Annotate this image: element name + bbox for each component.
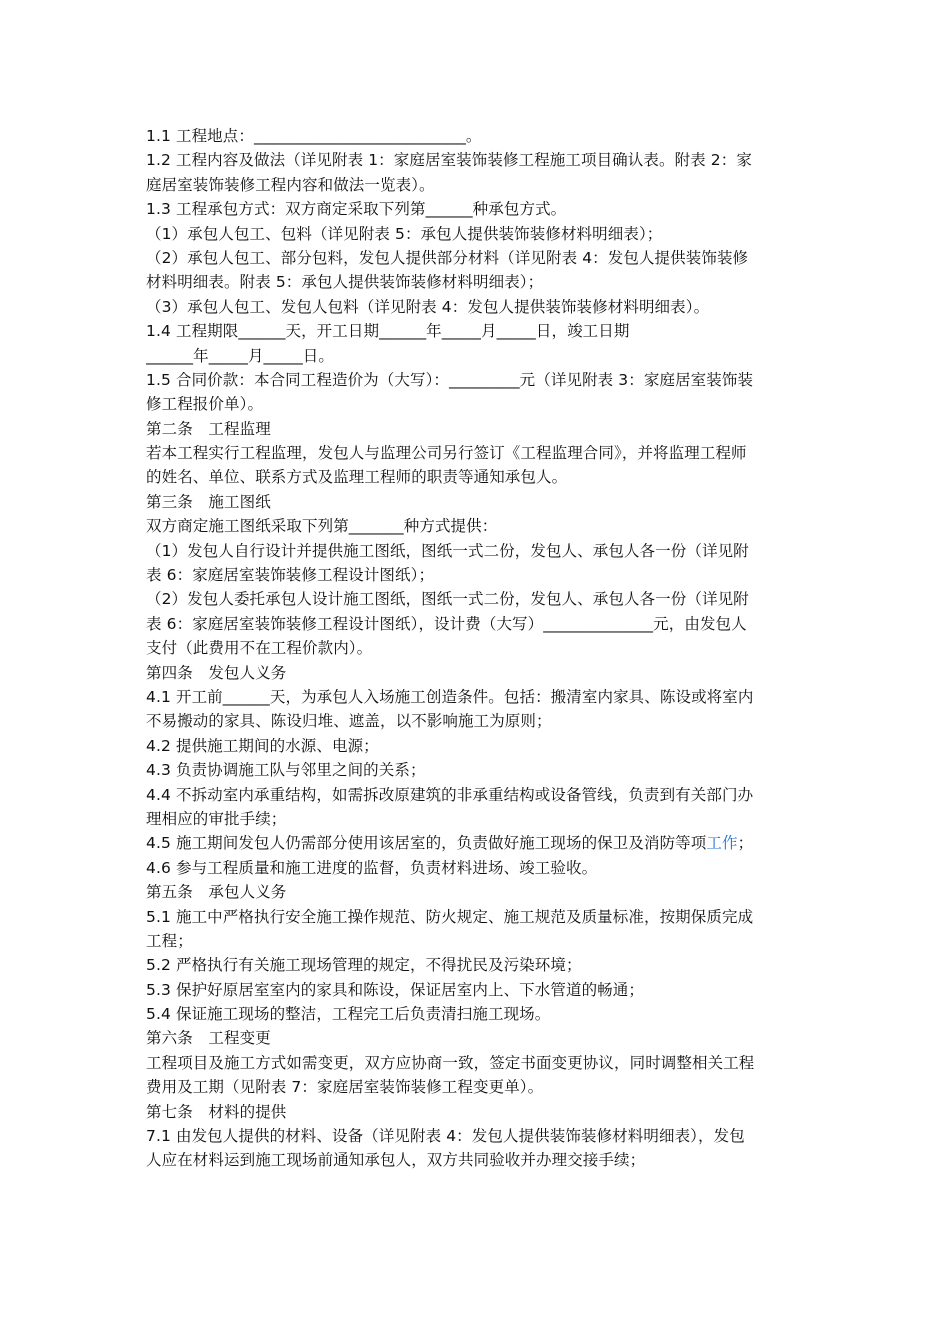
line-text: （1）承包人包工、包料（详见附表 5：承包人提供装饰装修材料明细表）； xyxy=(146,224,663,243)
text-line xyxy=(146,807,806,831)
text-line xyxy=(146,1002,806,1026)
text-line xyxy=(146,1026,806,1050)
line-text: 工程项目及施工方式如需变更，双方应协商一致，签定书面变更协议，同时调整相关工程 xyxy=(146,1053,755,1072)
text-line xyxy=(146,441,806,465)
text-line xyxy=(146,197,806,221)
text-line xyxy=(146,222,806,246)
line-text: （2）承包人包工、部分包料，发包人提供部分材料（详见附表 4：发包人提供装饰装修 xyxy=(146,248,749,267)
text-line xyxy=(146,880,806,904)
line-text: 支付（此费用不在工程价款内）。 xyxy=(146,639,373,658)
text-line xyxy=(146,295,806,319)
line-text: ______年_____月_____日。 xyxy=(146,346,335,365)
line-text: 费用及工期（见附表 7：家庭居室装饰装修工程变更单）。 xyxy=(146,1078,544,1097)
line-text: 不易搬动的家具、陈设归堆、遮盖，以不影响施工为原则； xyxy=(146,712,552,731)
text-line xyxy=(146,709,806,733)
line-text: 4.3 负责协调施工队与邻里之间的关系； xyxy=(146,761,426,780)
text-line xyxy=(146,319,806,343)
text-line xyxy=(146,344,806,368)
line-text: 工程； xyxy=(146,931,193,950)
text-line xyxy=(146,758,806,782)
line-text: 1.3 工程承包方式：双方商定采取下列第______种承包方式。 xyxy=(146,200,567,219)
text-line xyxy=(146,685,806,709)
text-line xyxy=(146,246,806,270)
line-text: 第三条 施工图纸 xyxy=(146,492,271,511)
line-text: 第六条 工程变更 xyxy=(146,1029,271,1048)
line-text: 修工程报价单）。 xyxy=(146,395,264,414)
text-line xyxy=(146,465,806,489)
text-line xyxy=(146,1148,806,1172)
line-text: 5.4 保证施工现场的整洁，工程完工后负责清扫施工现场。 xyxy=(146,1005,551,1024)
text-line xyxy=(146,1075,806,1099)
line-text: 5.2 严格执行有关施工现场管理的规定，不得扰民及污染环境； xyxy=(146,956,582,975)
line-text-tail: ； xyxy=(737,834,754,853)
line-text: 5.3 保护好原居室室内的家具和陈设，保证居室内上、下水管道的畅通； xyxy=(146,980,644,999)
line-text: 4.1 开工前______天，为承包人入场施工创造条件。包括：搬清室内家具、陈设或将室内 xyxy=(146,687,754,706)
line-text: 庭居室装饰装修工程内容和做法一览表）。 xyxy=(146,175,435,194)
line-text: （1）发包人自行设计并提供施工图纸，图纸一式二份，发包人、承包人各一份（详见附 xyxy=(146,541,749,560)
line-text: 第四条 发包人义务 xyxy=(146,663,287,682)
line-text: 第二条 工程监理 xyxy=(146,419,271,438)
text-line xyxy=(146,661,806,685)
text-line xyxy=(146,953,806,977)
text-line xyxy=(146,783,806,807)
text-line xyxy=(146,417,806,441)
text-line xyxy=(146,539,806,563)
text-line xyxy=(146,1100,806,1124)
line-text: 第五条 承包人义务 xyxy=(146,883,287,902)
line-text: 1.5 合同价款：本合同工程造价为（大写）：_________元（详见附表 3：家庭居室装饰装 xyxy=(146,370,754,389)
line-text: 的姓名、单位、联系方式及监理工程师的职责等通知承包人。 xyxy=(146,468,568,487)
line-text: 双方商定施工图纸采取下列第_______种方式提供： xyxy=(146,517,498,536)
line-text: 1.2 工程内容及做法（详见附表 1：家庭居室装饰装修工程施工项目确认表。附表 2：家 xyxy=(146,151,752,170)
line-text: 4.2 提供施工期间的水源、电源； xyxy=(146,736,379,755)
text-line xyxy=(146,368,806,392)
line-text: 表 6：家庭居室装饰装修工程设计图纸），设计费（大写）______________元，由发包人 xyxy=(146,614,747,633)
text-line xyxy=(146,831,806,855)
line-text: 4.5 施工期间发包人仍需部分使用该居室的，负责做好施工现场的保卫及消防等项 xyxy=(146,834,707,853)
text-line xyxy=(146,270,806,294)
line-text: 理相应的审批手续； xyxy=(146,809,287,828)
text-line xyxy=(146,124,806,148)
line-text: 材料明细表。附表 5：承包人提供装饰装修材料明细表）； xyxy=(146,273,544,292)
text-line xyxy=(146,1051,806,1075)
text-line xyxy=(146,734,806,758)
text-line xyxy=(146,563,806,587)
contract-text xyxy=(146,124,806,1173)
line-text: （2）发包人委托承包人设计施工图纸，图纸一式二份，发包人、承包人各一份（详见附 xyxy=(146,590,749,609)
line-text: 4.4 不拆动室内承重结构，如需拆改原建筑的非承重结构或设备管线，负责到有关部门办 xyxy=(146,785,754,804)
text-line xyxy=(146,856,806,880)
line-text: 表 6：家庭居室装饰装修工程设计图纸）； xyxy=(146,566,435,585)
line-text: 1.4 工程期限______天，开工日期______年_____月_____日，竣工日期 xyxy=(146,322,630,341)
text-line xyxy=(146,1124,806,1148)
line-text: 若本工程实行工程监理，发包人与监理公司另行签订《工程监理合同》，并将监理工程师 xyxy=(146,444,747,463)
text-line xyxy=(146,636,806,660)
line-text: 1.1 工程地点：___________________________。 xyxy=(146,127,482,145)
text-line xyxy=(146,978,806,1002)
line-text: 7.1 由发包人提供的材料、设备（详见附表 4：发包人提供装饰装修材料明细表），发包 xyxy=(146,1127,745,1146)
line-text: 第七条 材料的提供 xyxy=(146,1102,287,1121)
text-line xyxy=(146,929,806,953)
text-line xyxy=(146,587,806,611)
text-line xyxy=(146,612,806,636)
line-text: 4.6 参与工程质量和施工进度的监督，负责材料进场、竣工验收。 xyxy=(146,858,598,877)
line-text: （3）承包人包工、发包人包料（详见附表 4：发包人提供装饰装修材料明细表）。 xyxy=(146,297,710,316)
text-line xyxy=(146,173,806,197)
inline-link[interactable]: 工作 xyxy=(706,834,738,853)
line-text: 5.1 施工中严格执行安全施工操作规范、防火规定、施工规范及质量标准，按期保质完成 xyxy=(146,907,754,926)
line-text: 人应在材料运到施工现场前通知承包人，双方共同验收并办理交接手续； xyxy=(146,1151,646,1170)
text-line xyxy=(146,490,806,514)
text-line xyxy=(146,148,806,172)
text-line xyxy=(146,514,806,538)
text-line xyxy=(146,905,806,929)
text-line xyxy=(146,392,806,416)
